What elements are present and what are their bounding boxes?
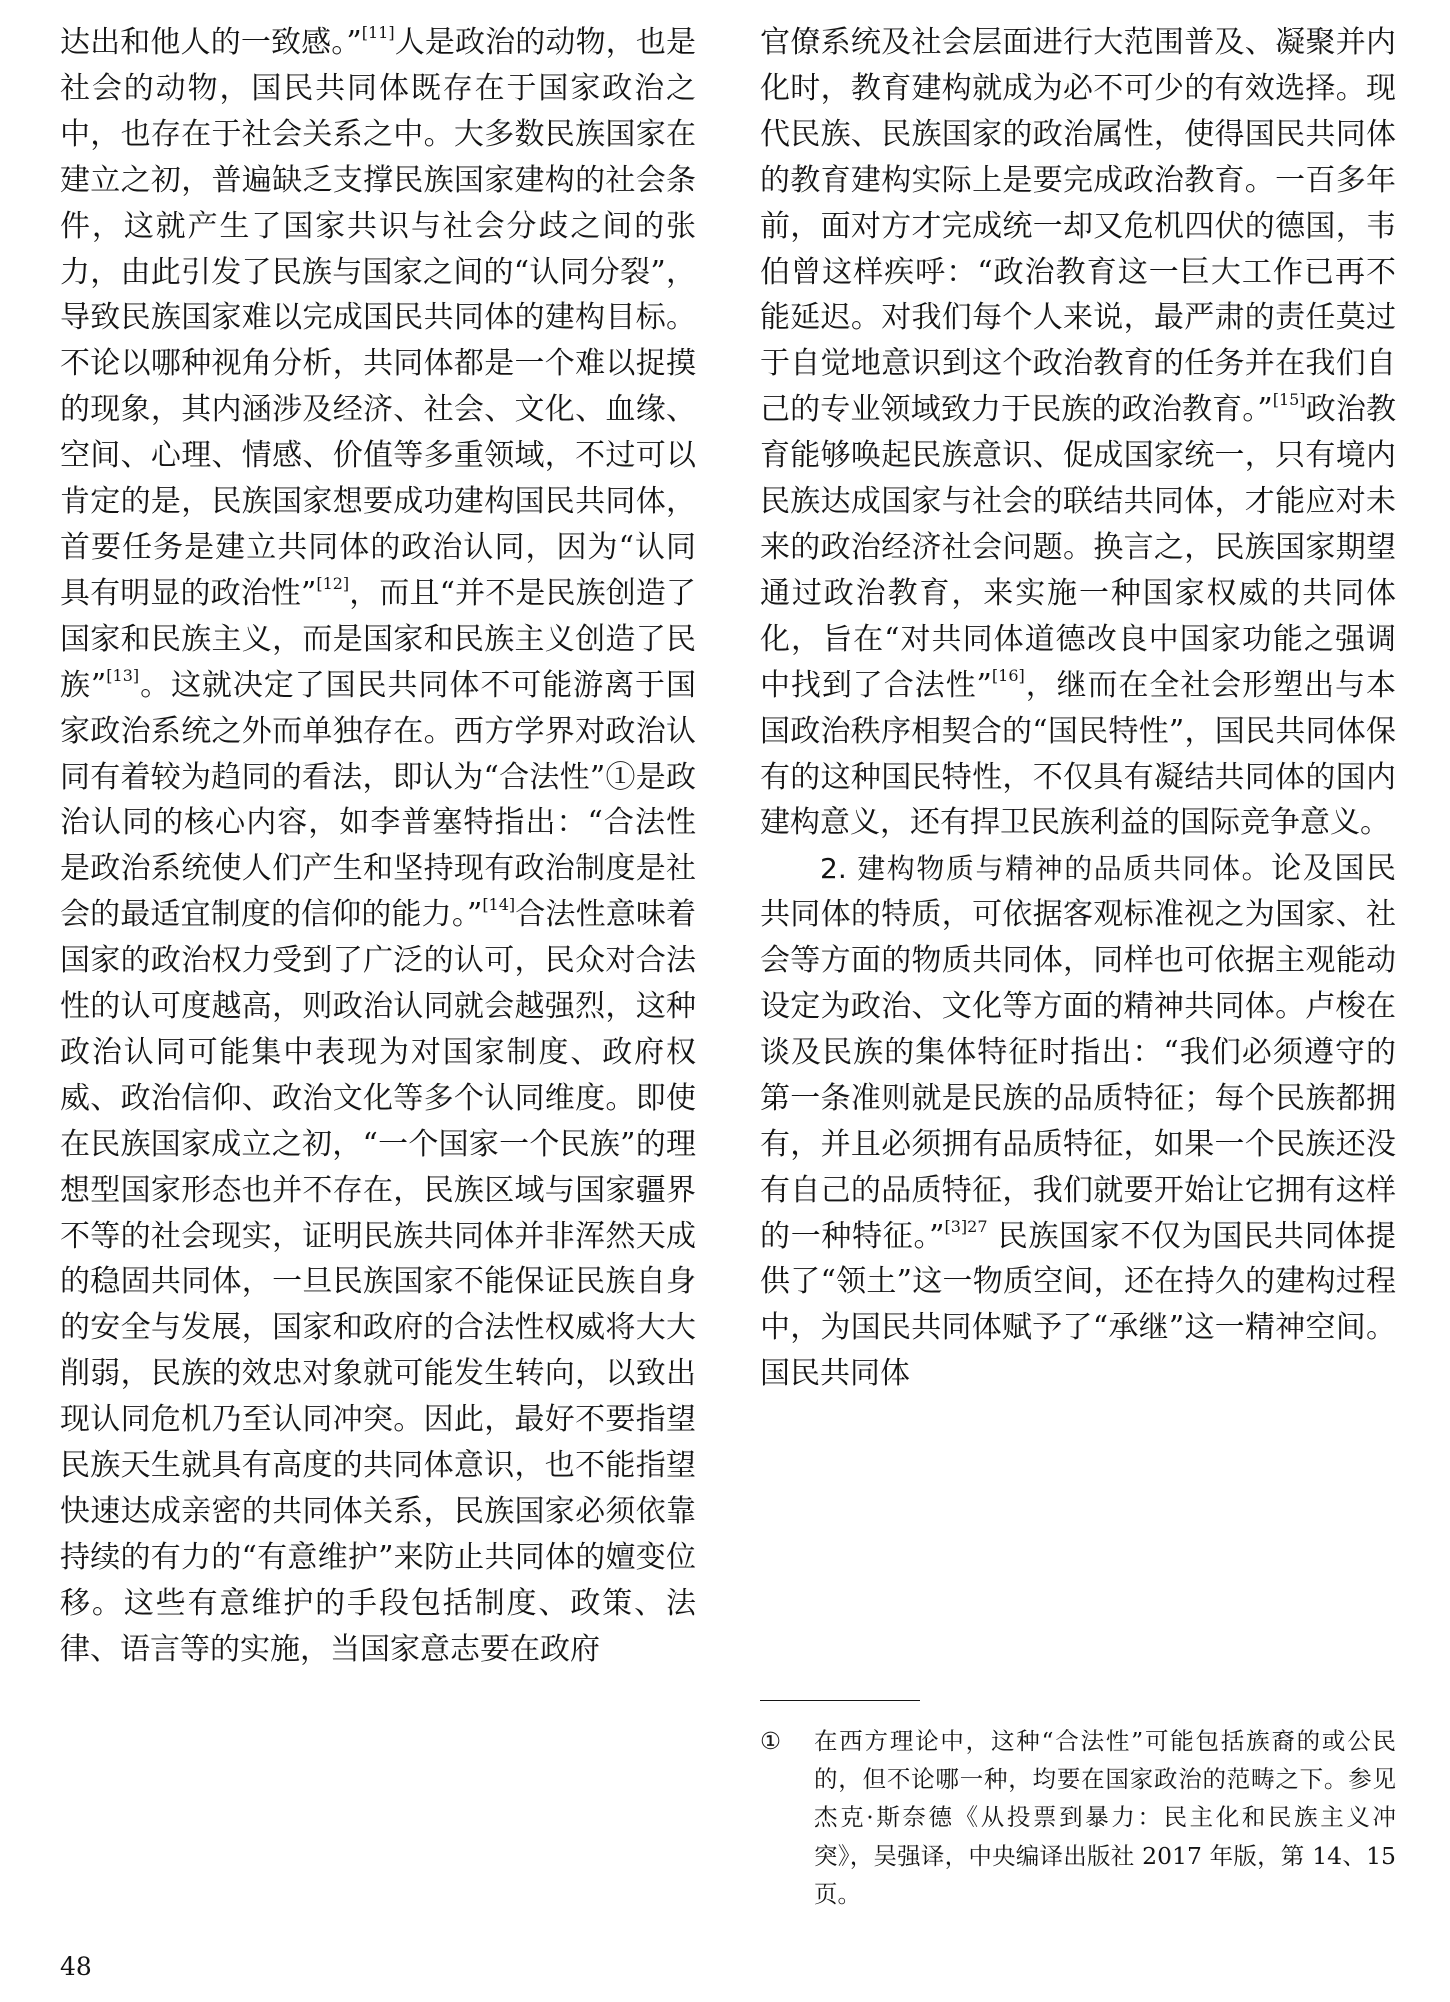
page-number: 48 [60, 1952, 92, 1981]
section-heading: 2. 建构物质与精神的品质共同体。 [820, 852, 1272, 886]
footnote-text: 在西方理论中，这种“合法性”可能包括族裔的或公民的，但不论哪一种，均要在国家政治的范畴之下。参见杰克·斯奈德《从投票到暴力：民主化和民族主义冲突》，吴强译，中央编译出版社 2017 年版，第 14、15 页。 [814, 1727, 1396, 1908]
body-paragraph: 2. 建构物质与精神的品质共同体。论及国民共同体的特质，可依据客观标准视之为国家、社会等方面的物质共同体，同样也可依据主观能动设定为政治、文化等方面的精神共同体。卢梭在谈及民族的集体特征时指出：“我们必须遵守的第一条准则就是民族的品质特征；每个民族都拥有，并且必须拥有品质特征，如果一个民族还没有自己的品质特征，我们就要开始让它拥有这样的一种特征。”$^{[3]27}$ 民族国家不仅为国民共同体提供了“领土”这一物质空间，还在持久的建构过程中，为国民共同体赋予了“承继”这一精神空间。国民共同体 [760, 851, 1396, 1392]
citation-ref: [3]27 [944, 1216, 988, 1236]
left-column [60, 20, 696, 1673]
citation-ref: [15] [1272, 390, 1306, 410]
citation-ref: [12] [316, 573, 350, 593]
citation-ref: [11] [361, 23, 395, 42]
citation-ref: [13] [106, 665, 140, 685]
body-paragraph: 达出和他人的一致感。”[11]人是政治的动物，也是社会的动物，国民共同体既存在于国家政治之中，也存在于社会关系之中。大多数民族国家在建立之初，普遍缺乏支撑民族国家建构的社会条件，这就产生了国家共识与社会分歧之间的张力，由此引发了民族与国家之间的“认同分裂”，导致民族国家难以完成国民共同体的建构目标。不论以哪种视角分析，共同体都是一个难以捉摸的现象，其内涵涉及经济、社会、文化、血缘、空间、心理、情感、价值等多重领域，不过可以肯定的是，民族国家想要成功建构国民共同体，首要任务是建立共同体的政治认同，因为“认同具有明显的政治性”[12]，而且“并不是民族创造了国家和民族主义，而是国家和民族主义创造了民族”[13]。这就决定了国民共同体不可能游离于国家政治系统之外而单独存在。西方学界对政治认同有着较为趋同的看法，即认为“合法性”①是政治认同的核心内容，如李普塞特指出：“合法性是政治系统使人们产生和坚持现有政治制度是社会的最适宜制度的信仰的能力。”[14]合法性意味着国家的政治权力受到了广泛的认可，民众对合法性的认可度越高，则政治认同就会越强烈，这种政治认同可能集中表现为对国家制度、政府权威、政治信仰、政治文化等多个认同维度。即使在民族国家成立之初，“一个国家一个民族”的理想型国家形态也并不存在，民族区域与国家疆界不等的社会现实，证明民族共同体并非浑然天成的稳固共同体，一旦民族国家不能保证民族自身的安全与发展，国家和政府的合法性权威将大大削弱，民族的效忠对象就可能发生转向，以致出现认同危机乃至认同冲突。因此，最好不要指望民族天生就具有高度的共同体意识，也不能指望快速达成亲密的共同体关系，民族国家必须依靠持续的有力的“有意维护”来防止共同体的嬗变位移。这些有意维护的手段包括制度、政策、法律、语言等的实施，当国家意志要在政府 [60, 23, 696, 1667]
right-column [760, 20, 1396, 1397]
citation-ref: [16] [991, 665, 1025, 685]
footnote-divider [760, 1700, 920, 1701]
footnote [760, 1722, 1396, 1913]
citation-ref: [14] [482, 895, 516, 915]
body-paragraph: 官僚系统及社会层面进行大范围普及、凝聚并内化时，教育建构就成为必不可少的有效选择。现代民族、民族国家的政治属性，使得国民共同体的教育建构实际上是要完成政治教育。一百多年前，面对方才完成统一却又危机四伏的德国，韦伯曾这样疾呼：“政治教育这一巨大工作已再不能延迟。对我们每个人来说，最严肃的责任莫过于自觉地意识到这个政治教育的任务并在我们自己的专业领域致力于民族的政治教育。”[15]政治教育能够唤起民族意识、促成国家统一，只有境内民族达成国家与社会的联结共同体，才能应对未来的政治经济社会问题。换言之，民族国家期望通过政治教育，来实施一种国家权威的共同体化，旨在“对共同体道德改良中国家功能之强调中找到了合法性”[16]，继而在全社会形塑出与本国政治秩序相契合的“国民特性”，国民共同体保有的这种国民特性，不仅具有凝结共同体的国内建构意义，还有捍卫民族利益的国际竞争意义。 [760, 25, 1396, 841]
footnote-marker: ① [760, 1727, 782, 1755]
